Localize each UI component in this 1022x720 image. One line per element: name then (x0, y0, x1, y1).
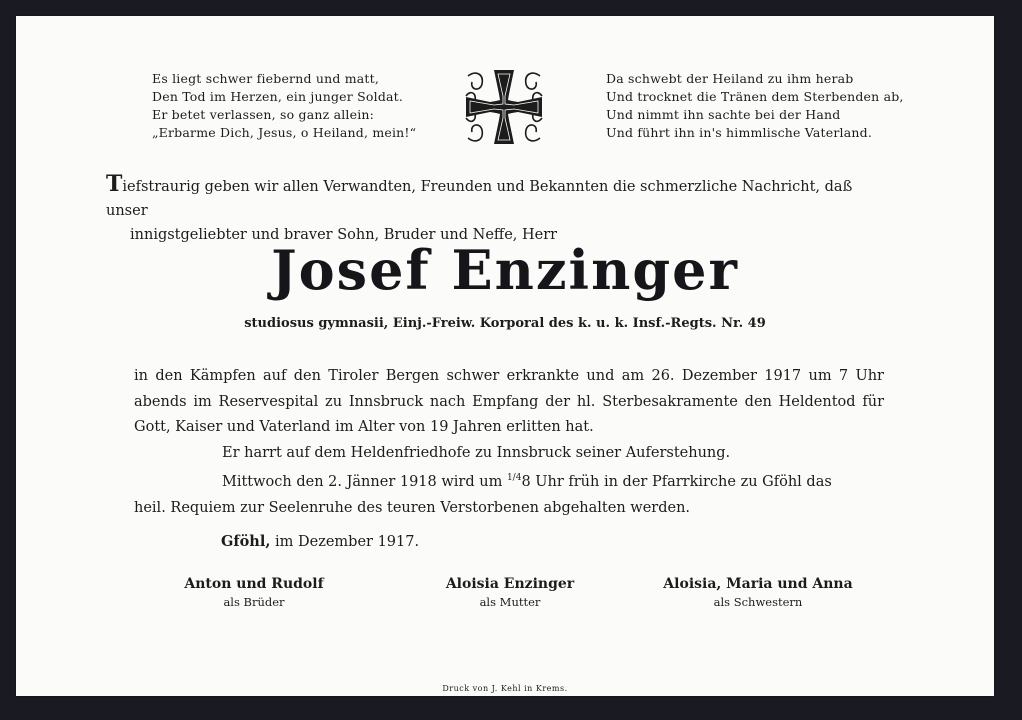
poem-line: Und nimmt ihn sachte bei der Hand (606, 107, 841, 122)
body-line: Gott, Kaiser und Vaterland im Alter von 19 Jahren erlitten hat. (134, 419, 594, 435)
signature-role: als Schwestern (713, 595, 803, 609)
signature-names: Aloisia Enzinger (445, 576, 575, 592)
date-place: Gföhl, (221, 533, 271, 550)
announcement-body (134, 364, 884, 521)
signature-role: als Mutter (479, 595, 541, 609)
mass-text-a: Mittwoch den 2. Jänner 1918 wird um (222, 474, 507, 490)
poem-line: Da schwebt der Heiland zu ihm herab (606, 71, 854, 86)
signature-names: Aloisia, Maria und Anna (663, 576, 853, 592)
signature-sisters (648, 576, 868, 609)
deceased-subtitle: studiosus gymnasii, Einj.-Freiw. Korporal des k. u. k. Insf.-Regts. Nr. 49 (244, 316, 766, 331)
signature-names: Anton und Rudolf (184, 576, 324, 592)
poem-line: Und trocknet die Tränen dem Sterbenden ab, (606, 89, 904, 104)
poem-line: „Erbarme Dich, Jesus, o Heiland, mein!“ (152, 125, 417, 140)
printer-imprint: Druck von J. Kehl in Krems. (442, 684, 568, 693)
body-line: heil. Requiem zur Seelenruhe des teuren Verstorbenen abgehalten werden. (134, 499, 691, 516)
mourning-card (16, 16, 994, 696)
poem-line: Den Tod im Herzen, ein junger Soldat. (152, 89, 404, 104)
signature-role: als Brüder (223, 595, 285, 609)
poem-line: Es liegt schwer fiebernd und matt, (152, 71, 380, 86)
body-line: abends im Reservespital zu Innsbruck nach Empfang der hl. Sterbesakramente den Heldentod für (134, 393, 884, 410)
body-line: in den Kämpfen auf den Tiroler Bergen schwer erkrankte und am 26. Dezember 1917 um 7 Uhr (134, 368, 884, 384)
signature-brothers (144, 576, 364, 609)
intro-line-2: innigstgeliebter und braver Sohn, Bruder und Neffe, Herr (130, 227, 558, 243)
poem-right (606, 70, 904, 142)
intro-line-1: iefstraurig geben wir allen Verwandten, Freunden und Bekannten die schmerzliche Nachricht, daß unser (106, 179, 853, 219)
body-line (134, 466, 884, 496)
poem-left (152, 70, 416, 142)
signature-mother (400, 576, 620, 609)
intro-text (106, 172, 886, 247)
body-line: Er harrt auf dem Heldenfriedhofe zu Innsbruck seiner Auferstehung. (222, 444, 731, 461)
mass-time-fraction: 1/4 (506, 473, 522, 483)
mass-text-b: 8 Uhr früh in der Pfarrkirche zu Gföhl das (521, 474, 832, 490)
intro-initial: T (106, 171, 123, 197)
deceased-name: Josef Enzinger (271, 238, 739, 302)
poem-line: Er betet verlassen, so ganz allein: (152, 107, 375, 122)
poem-line: Und führt ihn in's himmlische Vaterland. (606, 125, 872, 140)
date-line (221, 533, 419, 550)
date-text: im Dezember 1917. (275, 534, 420, 550)
iron-cross-icon (462, 66, 546, 148)
